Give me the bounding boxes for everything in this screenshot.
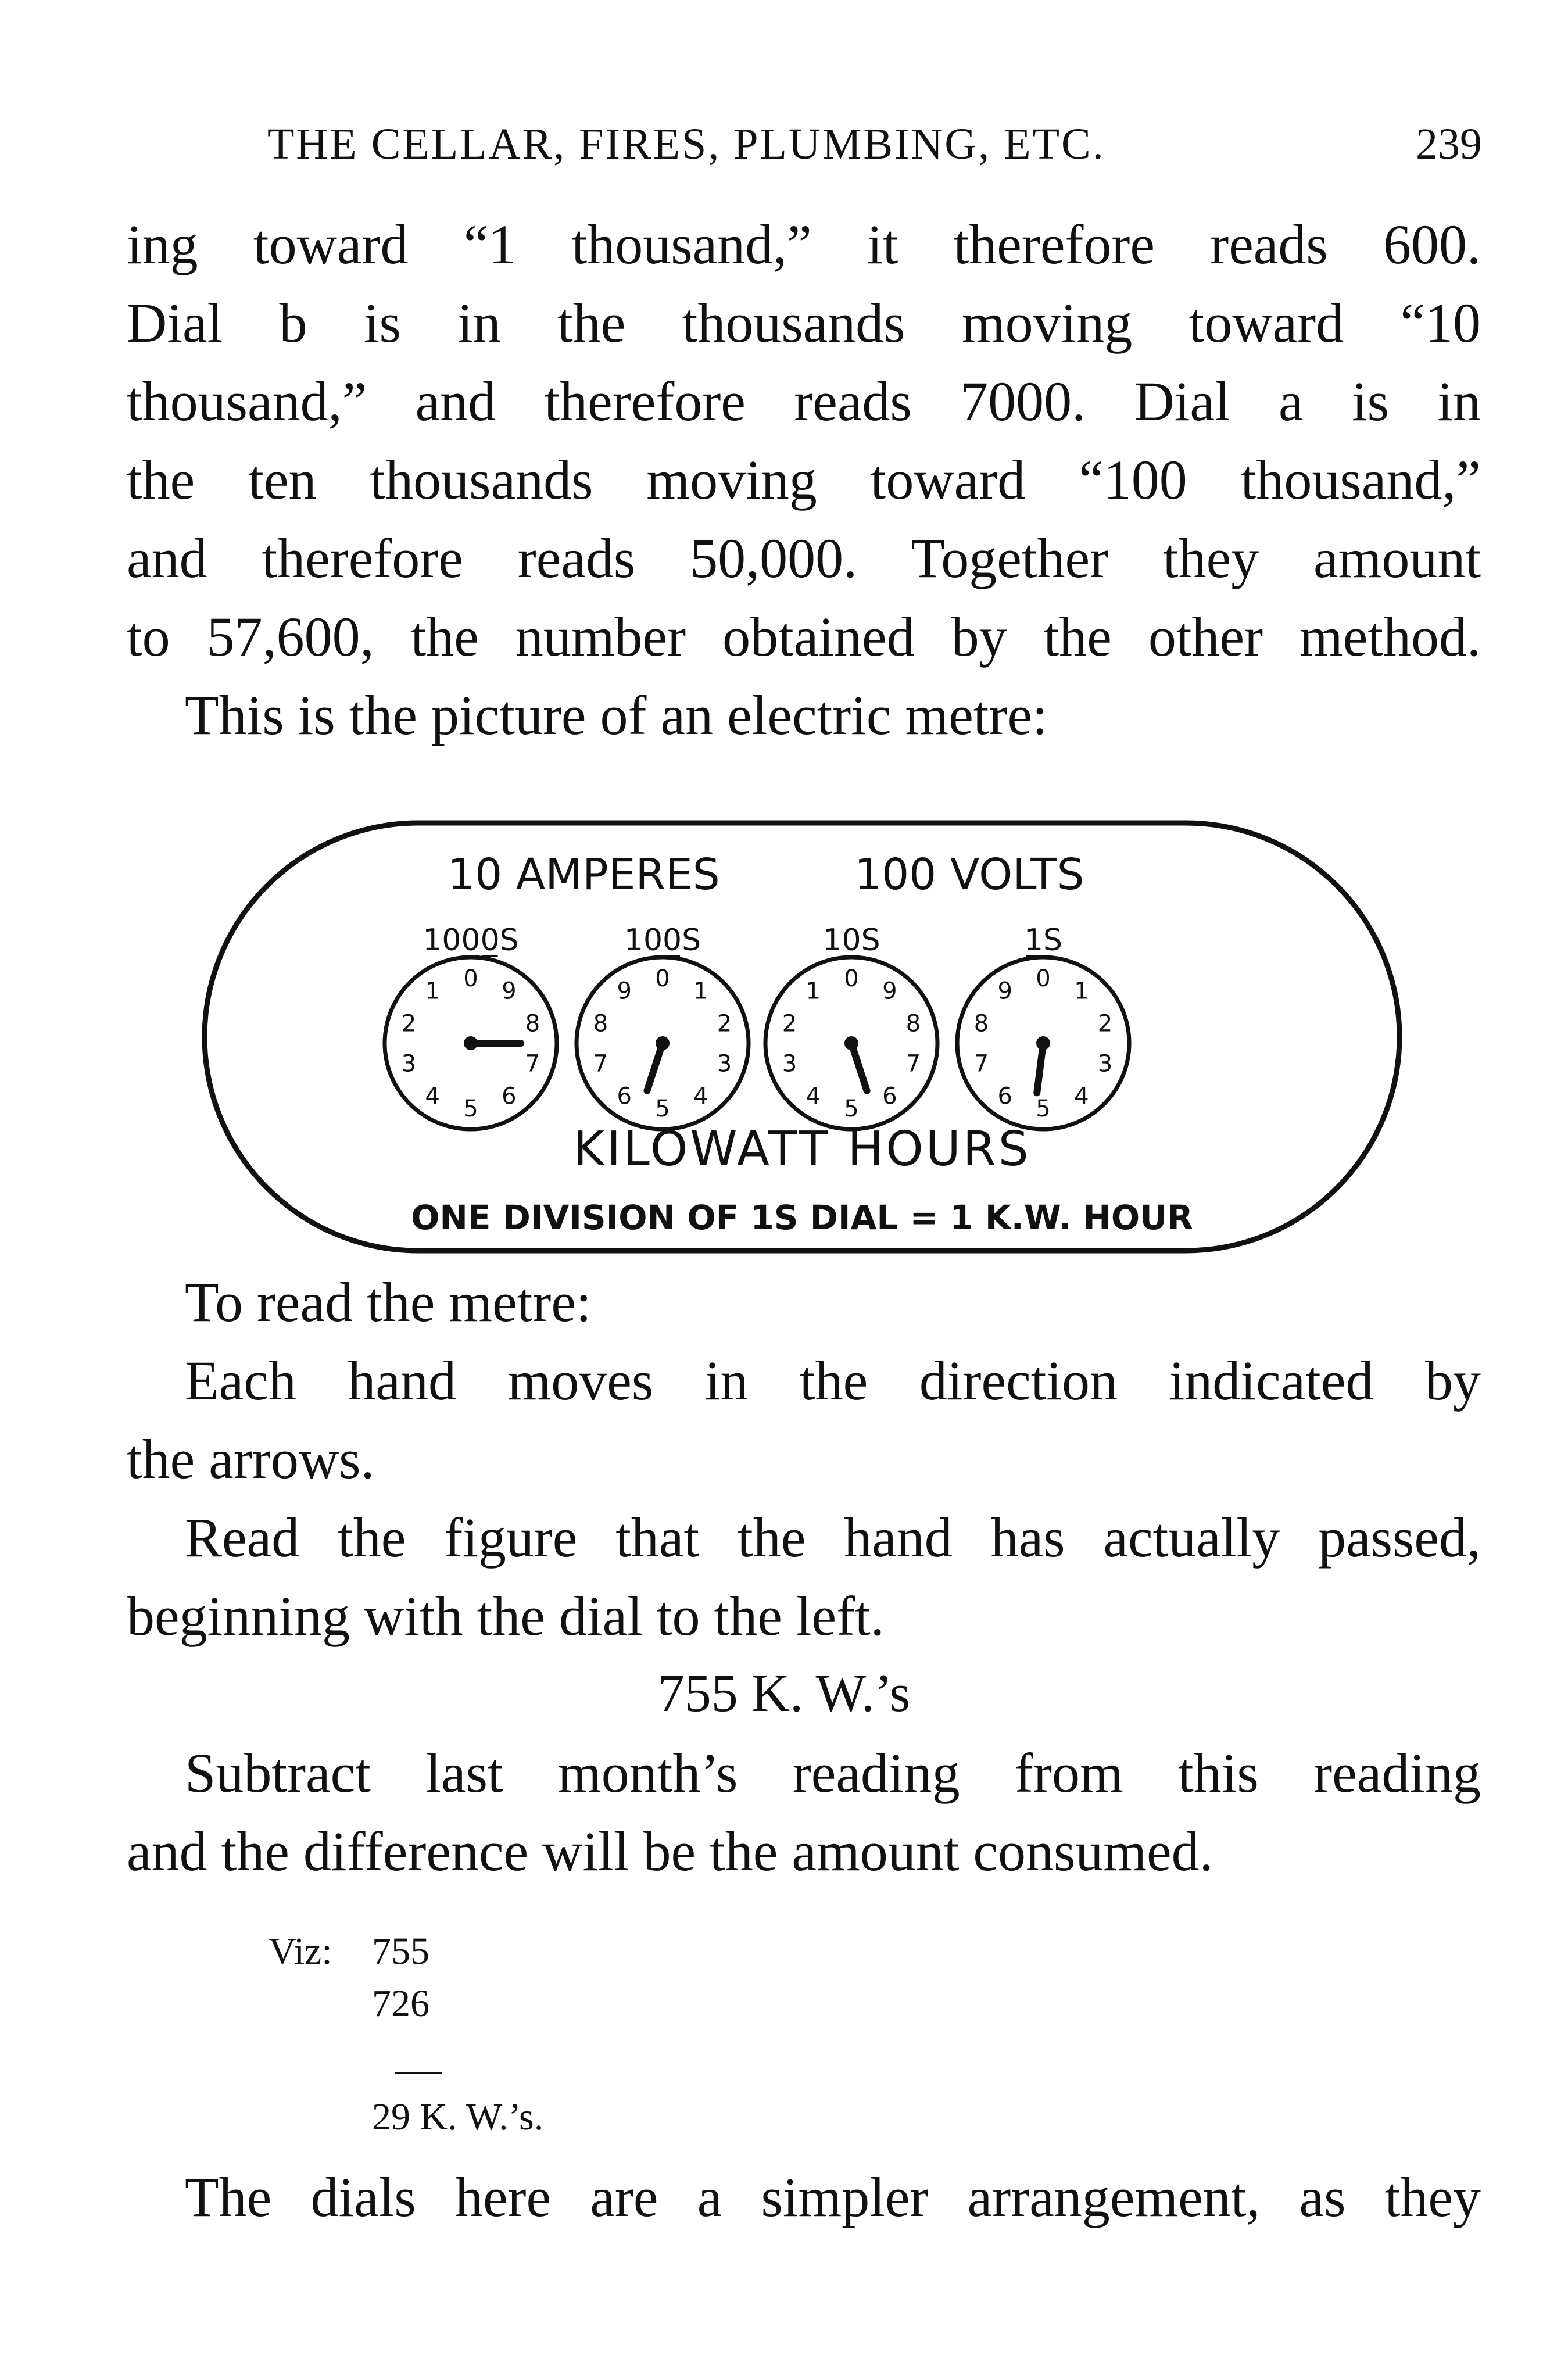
meter-reading: 755 K. W.’s xyxy=(657,1663,911,1723)
volts-rating: 100 VOLTS xyxy=(854,850,1084,900)
dial-number: 7 xyxy=(525,1050,540,1077)
dial-number: 0 xyxy=(844,965,859,992)
calc-rule xyxy=(395,2072,442,2074)
dial-number: 7 xyxy=(973,1050,989,1077)
dial-number: 1 xyxy=(806,978,821,1005)
dial-number: 9 xyxy=(502,978,517,1005)
dial-label-100: 100̲S xyxy=(624,923,701,958)
electric-meter-illustration xyxy=(198,802,1406,1267)
dial-number: 3 xyxy=(1097,1050,1113,1077)
dial-hand xyxy=(1037,1043,1043,1093)
meter-footer-note: ONE DIVISION OF 1S DIAL = 1 K.W. HOUR xyxy=(411,1198,1193,1237)
dial-number: 2 xyxy=(401,1010,417,1037)
instruction-3-line-2: and the difference will be the amount consumed. xyxy=(127,1820,1213,1882)
dial-number: 3 xyxy=(401,1050,417,1077)
page-number: 239 xyxy=(1416,120,1482,169)
dial-number: 6 xyxy=(617,1083,632,1110)
dial-number: 7 xyxy=(593,1050,608,1077)
instruction-2-line-2: beginning with the dial to the left. xyxy=(127,1585,885,1647)
dial-number: 8 xyxy=(905,1010,921,1037)
dial-number: 8 xyxy=(525,1010,540,1037)
dial-number: 9 xyxy=(617,978,632,1005)
dial-number: 6 xyxy=(882,1083,897,1110)
instructions-intro: To read the metre: xyxy=(185,1271,592,1333)
dial-number: 0 xyxy=(463,965,478,992)
page-header xyxy=(267,119,1482,177)
dial-number: 4 xyxy=(1074,1083,1089,1110)
dial-number: 8 xyxy=(973,1010,989,1037)
calc-previous: 726 xyxy=(372,1982,429,2025)
dial-number: 3 xyxy=(717,1050,732,1077)
dial-hand xyxy=(647,1043,663,1091)
dial-number: 5 xyxy=(463,1096,478,1122)
text-line-5: and therefore reads 50,000. Together they amount xyxy=(127,527,1481,589)
closing-line: The dials here are a simpler arrangement, as they xyxy=(185,2166,1481,2228)
dial-number: 3 xyxy=(782,1050,797,1077)
amperes-rating: 10 AMPERES xyxy=(448,850,720,900)
calc-result: 29 K. W.’s. xyxy=(372,2096,544,2138)
dial-number: 0 xyxy=(1036,965,1051,992)
dial-number: 5 xyxy=(1036,1096,1051,1122)
dial-label-1000: 1000̲S xyxy=(423,923,519,958)
dial-number: 7 xyxy=(905,1050,921,1077)
running-title: THE CELLAR, FIRES, PLUMBING, ETC. xyxy=(267,120,1105,169)
calc-current: 755 xyxy=(372,1930,429,1973)
instruction-2-line-1: Read the figure that the hand has actually passed, xyxy=(185,1506,1481,1569)
dial-number: 2 xyxy=(1097,1010,1113,1037)
text-line-7: This is the picture of an electric metre: xyxy=(185,684,1048,746)
text-line-3: thousand,” and therefore reads 7000. Dial a is in xyxy=(127,370,1481,432)
text-line-2: Dial b is in the thousands moving toward “10 xyxy=(127,292,1481,354)
dial-label-10: 10̲S xyxy=(822,923,880,958)
dial-number: 4 xyxy=(693,1083,708,1110)
dial-number: 6 xyxy=(997,1083,1012,1110)
dial-label-1: 1̲S xyxy=(1023,923,1063,958)
instruction-1-line-1: Each hand moves in the direction indicated by xyxy=(185,1349,1481,1412)
dial-number: 6 xyxy=(502,1083,517,1110)
calc-label: Viz: xyxy=(269,1930,332,1973)
dial-number: 5 xyxy=(844,1096,859,1122)
text-line-1: ing toward “1 thousand,” it therefore reads 600. xyxy=(127,213,1481,275)
dial-hand xyxy=(851,1043,867,1091)
text-line-6: to 57,600, the number obtained by the other method. xyxy=(127,606,1481,668)
dial-number: 9 xyxy=(997,978,1012,1005)
dial-number: 8 xyxy=(593,1010,608,1037)
dial-number: 1 xyxy=(693,978,708,1005)
dial-number: 4 xyxy=(425,1083,440,1110)
dial-number: 4 xyxy=(806,1083,821,1110)
dial-number: 1 xyxy=(425,978,440,1005)
dial-number: 2 xyxy=(717,1010,732,1037)
kilowatt-hours-title: KILOWATT HOURS xyxy=(573,1122,1031,1177)
dial-number: 0 xyxy=(655,965,670,992)
instruction-1-line-2: the arrows. xyxy=(127,1428,375,1490)
dial-number: 9 xyxy=(882,978,897,1005)
meter-dials xyxy=(385,957,1129,1129)
text-line-4: the ten thousands moving toward “100 thousand,” xyxy=(127,449,1481,511)
dial-number: 2 xyxy=(782,1010,797,1037)
dial-number: 5 xyxy=(655,1096,670,1122)
dial-number: 1 xyxy=(1074,978,1089,1005)
instruction-3-line-1: Subtract last month’s reading from this reading xyxy=(185,1742,1481,1804)
